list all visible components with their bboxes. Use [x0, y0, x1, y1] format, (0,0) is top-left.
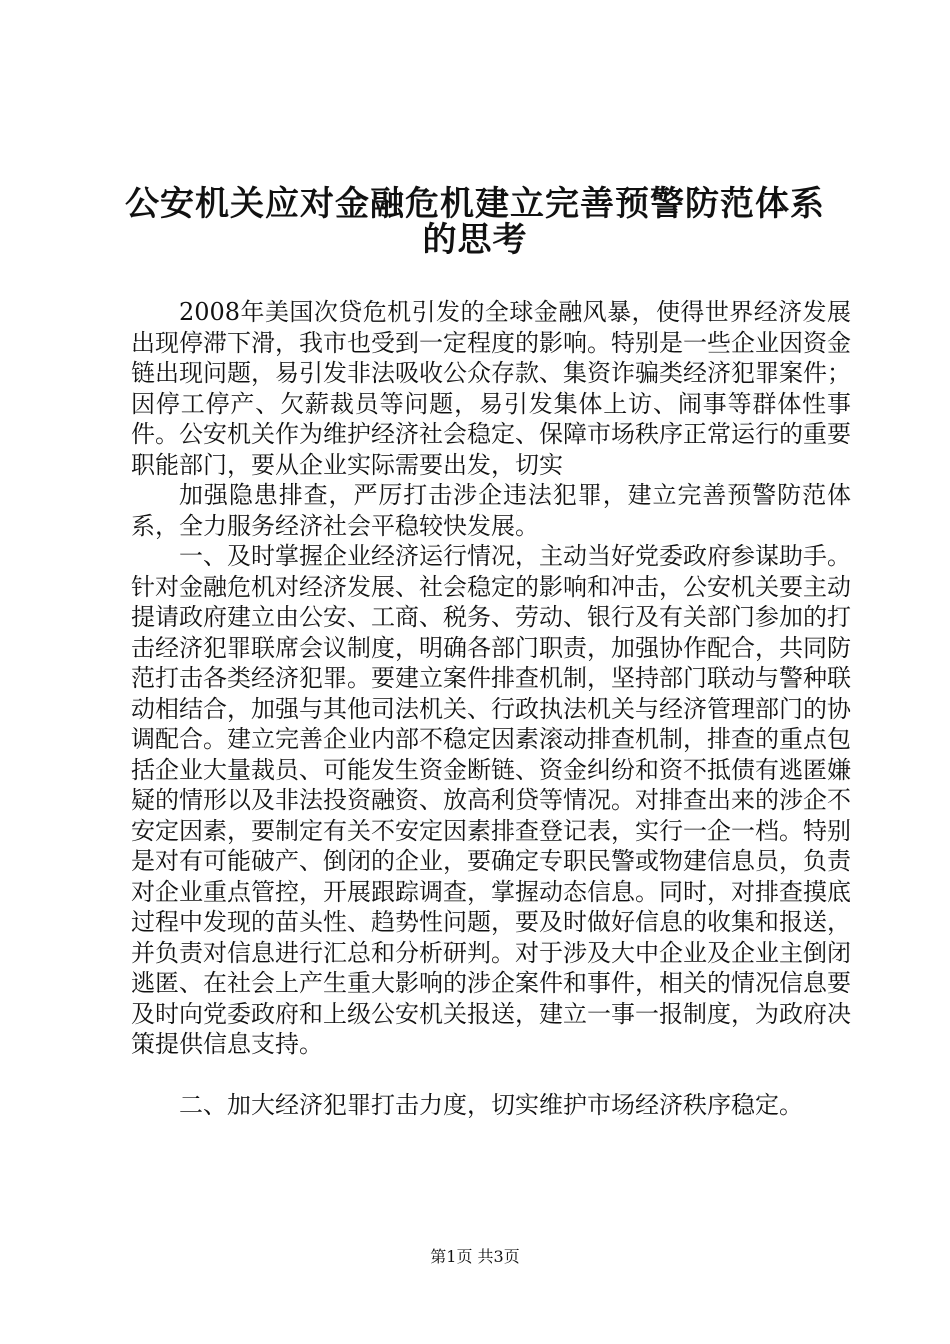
paragraph-summary: 加强隐患排查，严厉打击涉企违法犯罪，建立完善预警防范体系，全力服务经济社会平稳较快发展。 [131, 481, 851, 540]
paragraph-section-1: 一、及时掌握企业经济运行情况，主动当好党委政府参谋助手。针对金融危机对经济发展、社会稳定的影响和冲击，公安机关要主动提请政府建立由公安、工商、税务、劳动、银行及有关部门参加的打击经济犯罪联席会议制度，明确各部门职责，加强协作配合，共同防范打击各类经济犯罪。要建立案件排查机制，坚持部门联动与警种联动相结合，加强与其他司法机关、行政执法机关与经济管理部门的协调配合。建立完善企业内部不稳定因素滚动排查机制，排查的重点包括企业大量裁员、可能发生资金断链、资金纠纷和资不抵债有逃匿嫌疑的情形以及非法投资融资、放高利贷等情况。对排查出来的涉企不安定因素，要制定有关不安定因素排查登记表，实行一企一档。特别是对有可能破产、倒闭的企业，要确定专职民警或物建信息员，负责对企业重点管控，开展跟踪调查，掌握动态信息。同时，对排查摸底过程中发现的苗头性、趋势性问题，要及时做好信息的收集和报送，并负责对信息进行汇总和分析研判。对于涉及大中企业及企业主倒闭逃匿、在社会上产生重大影响的涉企案件和事件，相关的情况信息要及时向党委政府和上级公安机关报送，建立一事一报制度，为政府决策提供信息支持。 [131, 542, 851, 1058]
paragraph-intro: 2008年美国次贷危机引发的全球金融风暴，使得世界经济发展出现停滞下滑，我市也受到一定程度的影响。特别是一些企业因资金链出现问题，易引发非法吸收公众存款、集资诈骗类经济犯罪案件；因停工停产、欠薪裁员等问题，易引发集体上访、闹事等群体性事件。公安机关作为维护经济社会稳定、保障市场秩序正常运行的重要职能部门，要从企业实际需要出发，切实 [131, 298, 851, 479]
document-title-line-2: 的思考 [422, 220, 528, 260]
document-title-line-1: 公安机关应对金融危机建立完善预警防范体系 [125, 184, 825, 224]
paragraph-section-2-heading: 二、加大经济犯罪打击力度，切实维护市场经济秩序稳定。 [179, 1090, 803, 1119]
document-body [131, 297, 851, 1120]
page-number-footer: 第1页 共3页 [430, 1247, 520, 1266]
